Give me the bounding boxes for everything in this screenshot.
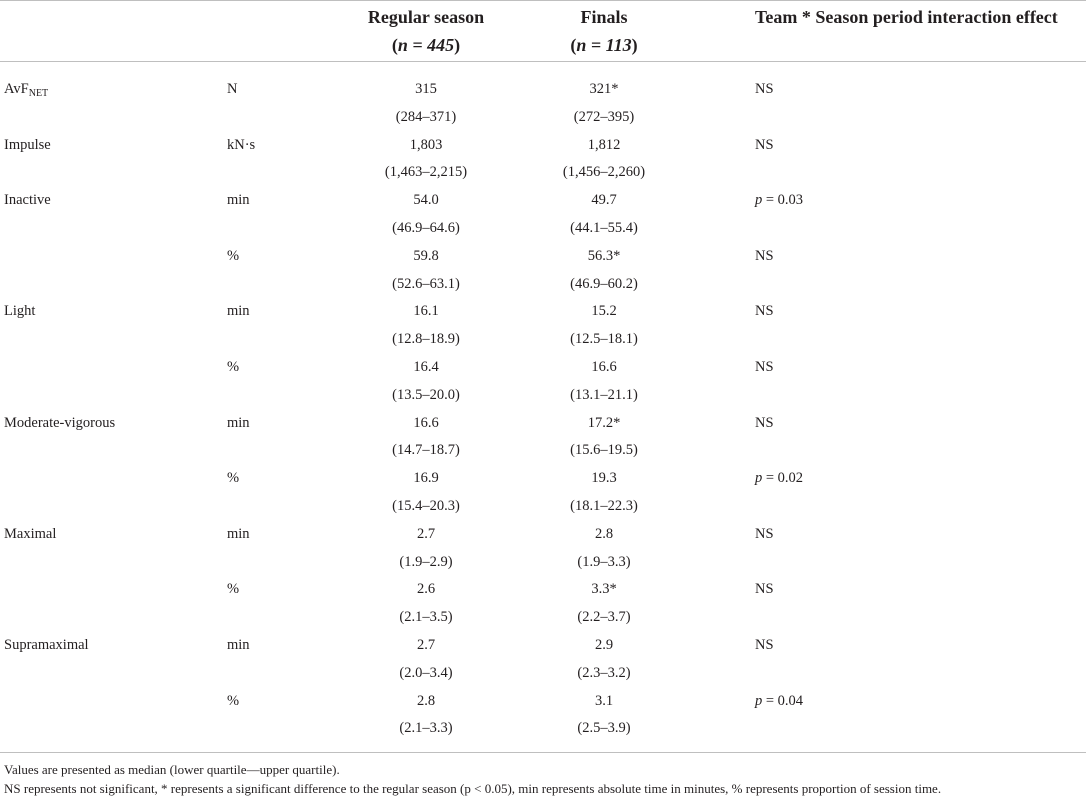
table-row [0,635,1089,663]
table-row [0,357,1089,385]
table-row [0,135,1089,163]
variable-cell: Maximal [4,525,57,542]
table-row [0,663,1089,691]
interaction-cell: NS [755,359,774,375]
finals-cell: (18.1–22.3) [570,498,638,514]
table-row [0,385,1089,413]
header-regular-title: Regular season [367,7,485,27]
interaction-cell: p = 0.02 [755,470,804,487]
finals-cell: 321* [589,81,619,97]
regular-n-value: n = 445 [397,35,455,55]
finals-cell: (13.1–21.1) [570,386,638,403]
table-row [0,218,1089,246]
interaction-cell: p = 0.04 [755,692,804,709]
finals-cell: (44.1–55.4) [570,220,638,236]
regular-season-cell: 1,803 [409,136,443,153]
header-regular-n: (n = 445) [391,35,461,55]
unit-cell: kN·s [227,136,256,153]
variable-cell: Supramaximal [4,637,89,653]
table-row [0,579,1089,607]
variable-cell: Light [4,303,36,320]
header-regular-season [346,5,506,57]
finals-cell: (15.6–19.5) [570,442,638,459]
interaction-cell: NS [755,581,774,598]
header-interaction-effect: Team * Season period interaction effect [755,7,1058,27]
unit-cell: min [227,525,250,542]
table-row [0,524,1089,552]
unit-cell: min [227,192,250,209]
unit-cell: % [227,692,240,709]
regular-season-cell: (13.5–20.0) [392,386,460,403]
regular-season-cell: 16.1 [413,303,439,320]
finals-cell: (2.5–3.9) [577,720,631,737]
footnote-1: Values are presented as median (lower quartile—upper quartile). [4,762,340,777]
footnote-2: NS represents not significant, * represents a significant difference to the regular season (p < 0.05), min represents absolute time in minutes, % represents proportion of session time. [4,781,942,796]
regular-season-cell: (2.1–3.5) [399,609,453,626]
regular-season-cell: (2.1–3.3) [399,720,453,737]
regular-season-cell: 54.0 [413,192,439,209]
unit-cell: % [227,581,240,598]
finals-cell: 19.3 [591,470,617,487]
variable-cell: Moderate-vigorous [4,414,116,431]
table-row [0,496,1089,524]
unit-cell: % [227,247,240,264]
finals-cell: 15.2 [591,303,617,320]
regular-season-cell: 2.7 [416,525,436,542]
finals-cell: (1,456–2,260) [562,164,646,181]
variable-cell: Inactive [4,192,51,209]
table-row [0,246,1089,274]
regular-season-cell: 16.6 [413,414,439,431]
interaction-cell: NS [755,81,774,97]
table-row [0,440,1089,468]
regular-season-cell: (284–371) [395,108,457,125]
header-rule [0,61,1086,62]
table-row [0,107,1089,135]
unit-cell: min [227,414,250,431]
finals-cell: 16.6 [591,359,617,375]
variable-cell: Impulse [4,136,51,153]
unit-cell: % [227,359,240,375]
interaction-cell: NS [755,414,774,431]
interaction-cell: p = 0.03 [755,192,804,209]
finals-cell: 2.9 [594,637,614,653]
regular-season-cell: 2.8 [416,692,436,709]
variable-cell: AvF$_{NET}$ [4,81,49,99]
finals-cell: (12.5–18.1) [570,331,638,348]
interaction-cell: NS [755,525,774,542]
table-bottom-rule [0,752,1086,753]
unit-cell: N [227,81,238,97]
finals-cell: 3.1 [594,692,614,709]
table-row [0,274,1089,302]
regular-season-cell: (1.9–2.9) [399,553,453,570]
interaction-cell: NS [755,247,774,264]
regular-season-cell: (12.8–18.9) [392,331,460,348]
interaction-cell: NS [755,637,774,653]
table-row [0,607,1089,635]
interaction-cell: NS [755,303,774,320]
table-row [0,190,1089,218]
regular-season-cell: (1,463–2,215) [384,164,468,181]
regular-season-cell: 315 [415,81,437,97]
finals-cell: 2.8 [594,525,614,542]
finals-n-value: n = 113 [576,35,632,55]
table-row [0,162,1089,190]
finals-cell: 49.7 [591,192,617,209]
header-finals [524,5,684,57]
table-row [0,329,1089,357]
header-finals-title: Finals [580,7,628,27]
table-row [0,691,1089,719]
finals-cell: (2.3–3.2) [577,664,631,681]
regular-season-cell: 16.9 [413,470,439,487]
finals-cell: (2.2–3.7) [577,609,631,626]
unit-cell: min [227,303,250,320]
table-row [0,552,1089,580]
table-top-rule [0,0,1086,1]
regular-season-cell: 2.6 [416,581,436,598]
variable-subscript: NET [28,88,49,99]
regular-season-cell: (52.6–63.1) [392,275,460,292]
finals-cell: 3.3* [591,581,617,598]
finals-cell: 1,812 [587,136,621,153]
finals-cell: (1.9–3.3) [577,553,631,570]
regular-season-cell: 16.4 [413,359,439,375]
finals-cell: 17.2* [587,414,621,431]
table-row [0,79,1089,107]
table-row [0,468,1089,496]
finals-cell: (272–395) [573,108,635,125]
regular-season-cell: (2.0–3.4) [399,664,453,681]
table-row [0,301,1089,329]
regular-season-cell: (46.9–64.6) [392,220,460,236]
regular-season-cell: (14.7–18.7) [392,442,460,459]
interaction-cell: NS [755,136,774,153]
finals-cell: 56.3* [587,247,621,264]
header-finals-n: (n = 113) [570,35,638,55]
unit-cell: min [227,637,250,653]
table-row [0,413,1089,441]
finals-cell: (46.9–60.2) [570,275,638,292]
regular-season-cell: 59.8 [413,247,439,264]
regular-season-cell: (15.4–20.3) [392,498,460,514]
unit-cell: % [227,470,240,487]
table-row [0,718,1089,746]
regular-season-cell: 2.7 [416,637,436,653]
